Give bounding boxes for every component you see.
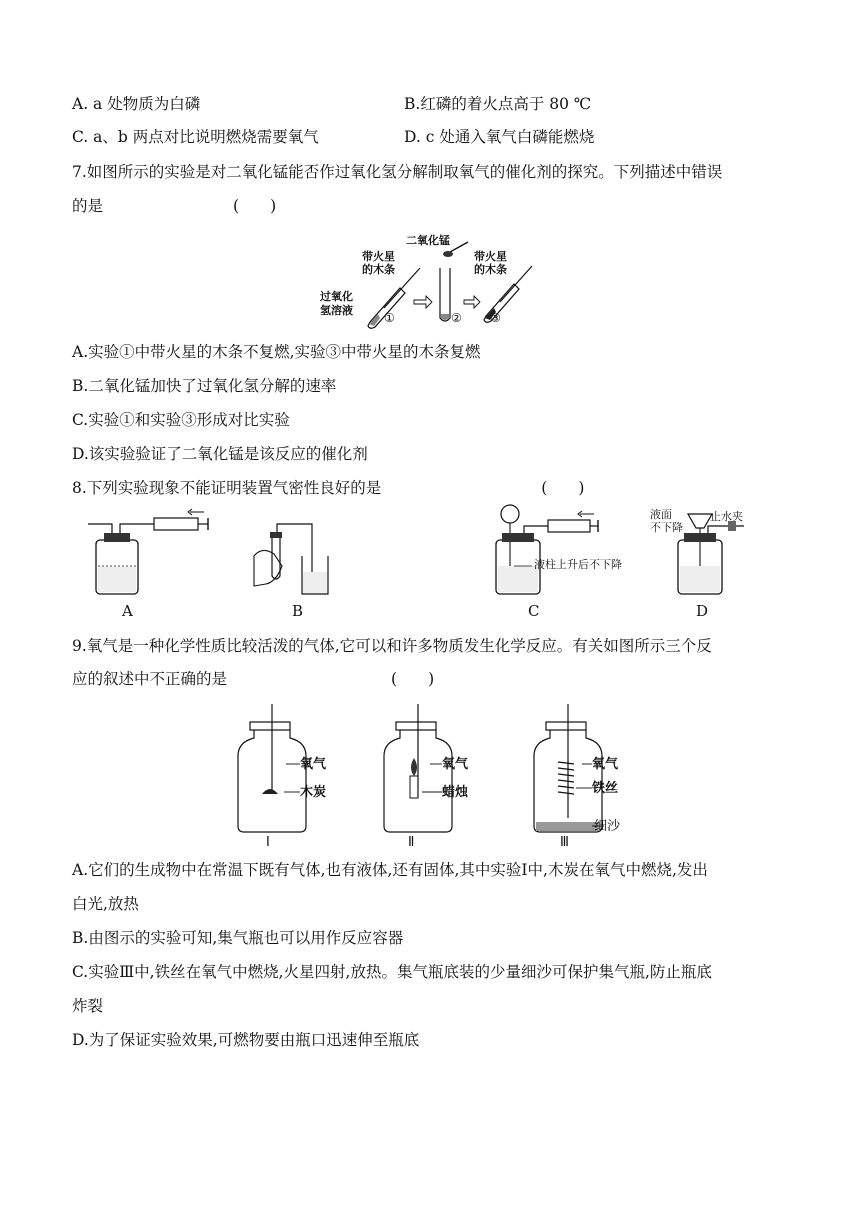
q9-option-c-line2: 炸裂 — [72, 997, 104, 1015]
q8-figure-a — [84, 506, 224, 598]
q9-answer-bracket: ( ) — [391, 670, 435, 688]
q9-option-b: B.由图示的实验可知,集气瓶也可以用作反应容器 — [72, 929, 404, 947]
q8-figure-c-label: 液柱上升后不下降 — [534, 558, 622, 571]
q9-charcoal-label: 木炭 — [300, 785, 327, 800]
q8-figure-c — [488, 500, 638, 598]
q8-figure-d — [648, 500, 788, 598]
q8-label-b: B — [292, 602, 304, 620]
q7-num-1: ① — [384, 311, 395, 325]
q9-iron-label: 铁丝 — [592, 781, 619, 796]
q7-figure — [318, 230, 548, 330]
q8-figure-d-label-b: 不下降 — [650, 521, 683, 534]
q9-oxygen-label-3: 氧气 — [592, 757, 619, 772]
q9-oxygen-label-1: 氧气 — [300, 757, 327, 772]
q9-stem-line1: 9.氧气是一种化学性质比较活泼的气体,它可以和许多物质发生化学反应。有关如图所示三个反 — [72, 637, 712, 655]
q7-stem-text: 的是 — [72, 197, 104, 215]
q7-stem-line2 — [72, 196, 276, 216]
q7-option-c: C.实验①和实验③形成对比实验 — [72, 411, 290, 429]
q9-roman-1: Ⅰ — [266, 835, 270, 848]
q9-roman-3: Ⅲ — [560, 835, 569, 848]
q6-option-b: B.红磷的着火点高于 80 ℃ — [404, 95, 592, 113]
q9-candle-label: 蜡烛 — [442, 785, 469, 800]
q9-option-d: D.为了保证实验效果,可燃物要由瓶口迅速伸至瓶底 — [72, 1031, 420, 1049]
q7-h2o2-label-b: 氢溶液 — [320, 304, 353, 317]
q8-answer-bracket: ( ) — [541, 479, 585, 497]
q7-test-tube-2 — [440, 268, 450, 321]
q8-figure-d-label-a: 液面 — [650, 508, 672, 521]
q8-label-d: D — [696, 602, 709, 620]
q8-stem-text: 8.下列实验现象不能证明装置气密性良好的是 — [72, 479, 382, 497]
q9-jar-1 — [238, 704, 306, 832]
q9-sand-label: 细沙 — [594, 819, 621, 834]
q7-option-b: B.二氧化锰加快了过氧化氢分解的速率 — [72, 377, 337, 395]
q9-roman-2: Ⅱ — [408, 835, 415, 848]
q8-stem-line — [72, 478, 584, 498]
q7-arrow-2 — [464, 296, 480, 308]
q8-label-a: A — [122, 602, 133, 620]
q9-option-a-line2: 白光,放热 — [72, 895, 139, 913]
q7-h2o2-label-a: 过氧化 — [320, 290, 353, 303]
q6-option-c: C. a、b 两点对比说明燃烧需要氧气 — [72, 128, 319, 146]
q9-stem-text: 应的叙述中不正确的是 — [72, 670, 228, 688]
q7-option-a: A.实验①中带火星的木条不复燃,实验③中带火星的木条复燃 — [72, 343, 481, 361]
q7-arrow-1 — [414, 296, 432, 308]
q8-figure-d-clamp-label: 止水夹 — [710, 510, 743, 523]
q7-splint-label-1a: 带火星 — [362, 250, 395, 263]
q8-label-c: C — [528, 602, 540, 620]
q7-mno2-label: 二氧化锰 — [406, 234, 450, 247]
q9-figure — [232, 702, 622, 848]
q7-num-3: ③ — [490, 311, 501, 325]
q9-oxygen-label-2: 氧气 — [442, 757, 469, 772]
q9-option-c-line1: C.实验Ⅲ中,铁丝在氧气中燃烧,火星四射,放热。集气瓶底装的少量细沙可保护集气瓶,防止瓶底 — [72, 963, 712, 981]
q9-option-a-line1: A.它们的生成物中在常温下既有气体,也有液体,还有固体,其中实验Ⅰ中,木炭在氧气中燃烧,发出 — [72, 861, 708, 879]
q7-splint-label-3a: 带火星 — [474, 250, 507, 263]
q7-splint-label-3b: 的木条 — [474, 263, 507, 276]
q6-option-d: D. c 处通入氧气白磷能燃烧 — [404, 128, 595, 146]
q7-num-2: ② — [451, 311, 462, 325]
q9-stem-line2 — [72, 669, 434, 689]
q7-stem-line1: 7.如图所示的实验是对二氧化锰能否作过氧化氢分解制取氧气的催化剂的探究。下列描述中错误 — [72, 163, 723, 181]
q7-answer-bracket: ( ) — [233, 197, 277, 215]
q7-option-d: D.该实验验证了二氧化锰是该反应的催化剂 — [72, 445, 368, 463]
q6-option-a: A. a 处物质为白磷 — [72, 95, 201, 113]
q8-figure-b — [246, 506, 356, 598]
q7-splint-label-1b: 的木条 — [362, 263, 395, 276]
